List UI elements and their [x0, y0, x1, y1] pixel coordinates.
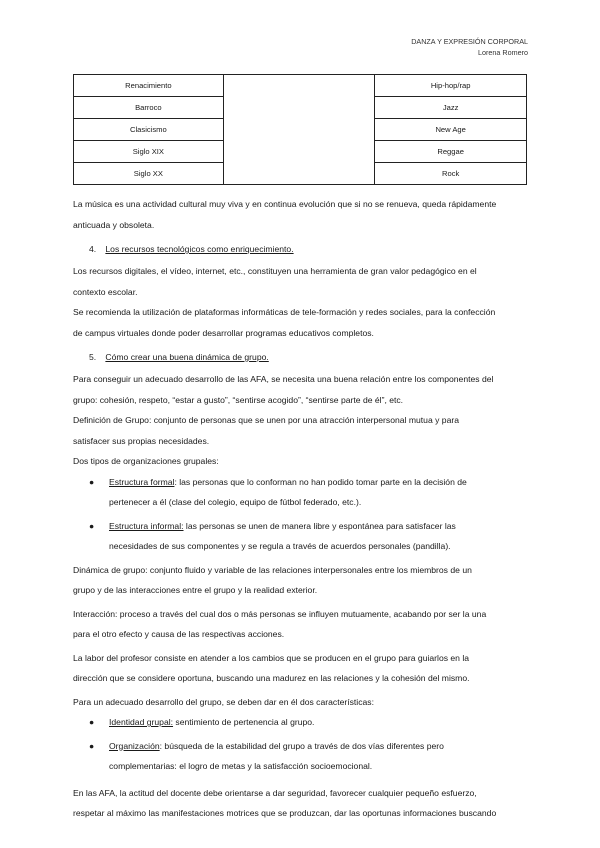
text-line: sentimiento de pertenencia al grupo.	[173, 717, 315, 727]
section-title: Cómo crear una buena dinámica de grupo.	[105, 352, 269, 362]
text-line: Dinámica de grupo: conjunto fluido y variable de las relaciones interpersonales entre los miembros de un	[73, 564, 472, 575]
text-line: Definición de Grupo: conjunto de personas que se unen por una atracción interpersonal mutua y para	[73, 415, 460, 425]
bullet-icon: ●	[89, 717, 95, 727]
paragraph-afa	[73, 369, 527, 410]
table-cell-right: Jazz	[375, 97, 527, 119]
text-line: de campus virtuales donde poder desarrollar programas educativos completos.	[73, 327, 374, 338]
text-line: satisfacer sus propias necesidades.	[73, 435, 210, 446]
section-number: 4.	[89, 244, 97, 254]
text-line: pertenecer a él (clase del colegio, equipo de fútbol federado, etc.).	[109, 497, 362, 507]
list-term: Estructura formal	[109, 476, 175, 487]
table-cell-left: Barroco	[74, 97, 224, 119]
bullet-icon: ●	[89, 520, 95, 531]
table-cell-right: Reggae	[375, 141, 527, 163]
text-line: Para conseguir un adecuado desarrollo de las AFA, se necesita una buena relación entre los componentes del	[73, 374, 494, 384]
list-item	[73, 736, 527, 777]
header-author: Lorena Romero	[478, 48, 528, 57]
section-number: 5.	[89, 352, 97, 362]
text-line: las personas se unen de manera libre y espontánea para satisfacer las	[183, 520, 456, 531]
paragraph-teacher-role	[73, 648, 527, 689]
paragraph-music	[73, 194, 527, 235]
text-line: dirección que se considere oportuna, buscando una madurez en las relaciones y la cohesión del mismo.	[73, 673, 470, 683]
text-line: complementarias: el logro de metas y la satisfacción socioemocional.	[109, 761, 373, 771]
list-term: Estructura informal:	[109, 520, 184, 531]
text-line: : las personas que lo conforman no han podido tomar parte en la decisión de	[174, 476, 467, 487]
group-types-list	[73, 472, 527, 557]
text-line: grupo y de las interacciones entre el grupo y la realidad exterior.	[73, 585, 318, 595]
paragraph-group-definition	[73, 410, 527, 451]
section-heading-4	[73, 239, 527, 259]
list-term: Organización	[109, 740, 160, 751]
paragraph-teacher-attitude	[73, 783, 527, 824]
document-body	[73, 194, 527, 824]
text-line: Interacción: proceso a través del cual dos o más personas se influyen mutuamente, acabando por ser la una	[73, 608, 487, 619]
table-cell-right: Rock	[375, 163, 527, 185]
paragraph-characteristics: Para un adecuado desarrollo del grupo, se deben dar en él dos características:	[73, 696, 374, 707]
bullet-icon: ●	[89, 740, 95, 751]
paragraph-interaction	[73, 604, 527, 645]
text-line: anticuada y obsoleta.	[73, 219, 155, 230]
paragraph-digital-resources	[73, 261, 527, 302]
paragraph-group-dynamics	[73, 560, 527, 601]
list-item	[73, 516, 527, 557]
text-line: Se recomienda la utilización de plataformas informáticas de tele-formación y redes sociales, para la confección	[73, 307, 496, 317]
section-title: Los recursos tecnológicos como enriquecimiento.	[105, 244, 294, 254]
text-line: para el otro efecto y causa de las respectivas acciones.	[73, 629, 285, 639]
list-term: Identidad grupal:	[109, 717, 174, 727]
text-line: grupo: cohesión, respeto, “estar a gusto”, “sentirse acogido”, “sentirse parte de él”, etc.	[73, 394, 404, 405]
paragraph-group-types: Dos tipos de organizaciones grupales:	[73, 456, 219, 466]
text-line: respetar al máximo las manifestaciones motrices que se produzcan, dar las oportunas informaciones buscando	[73, 808, 497, 818]
table-row	[74, 75, 527, 97]
list-item	[73, 712, 527, 733]
table-cell-left: Renacimiento	[74, 75, 224, 97]
text-line: Los recursos digitales, el vídeo, internet, etc., constituyen una herramienta de gran valor pedagógico en el	[73, 266, 477, 276]
characteristics-list	[73, 712, 527, 777]
table-cell-right: Hip-hop/rap	[375, 75, 527, 97]
table-cell-left: Siglo XX	[74, 163, 224, 185]
page-header	[411, 36, 528, 58]
list-item	[73, 472, 527, 513]
section-heading-5	[73, 347, 527, 367]
table-cell-right: New Age	[375, 119, 527, 141]
text-line: contexto escolar.	[73, 286, 138, 297]
text-line: necesidades de sus componentes y se regula a través de acuerdos personales (pandilla).	[109, 541, 451, 551]
bullet-icon: ●	[89, 476, 95, 487]
header-course: DANZA Y EXPRESIÓN CORPORAL	[411, 37, 528, 46]
text-line: La labor del profesor consiste en atender a los cambios que se producen en el grupo para guiarlos en la	[73, 652, 470, 663]
table-cell-empty	[223, 75, 375, 185]
text-line: : búsqueda de la estabilidad del grupo a través de dos vías diferentes pero	[159, 740, 444, 751]
text-line: La música es una actividad cultural muy viva y en continua evolución que si no se renueva, queda rápidamente	[73, 199, 497, 209]
music-styles-table	[73, 74, 527, 185]
paragraph-platforms	[73, 302, 527, 343]
table-cell-left: Clasicismo	[74, 119, 224, 141]
text-line: En las AFA, la actitud del docente debe orientarse a dar seguridad, favorecer cualquier pequeño esfuerzo,	[73, 787, 477, 798]
table-cell-left: Siglo XIX	[74, 141, 224, 163]
